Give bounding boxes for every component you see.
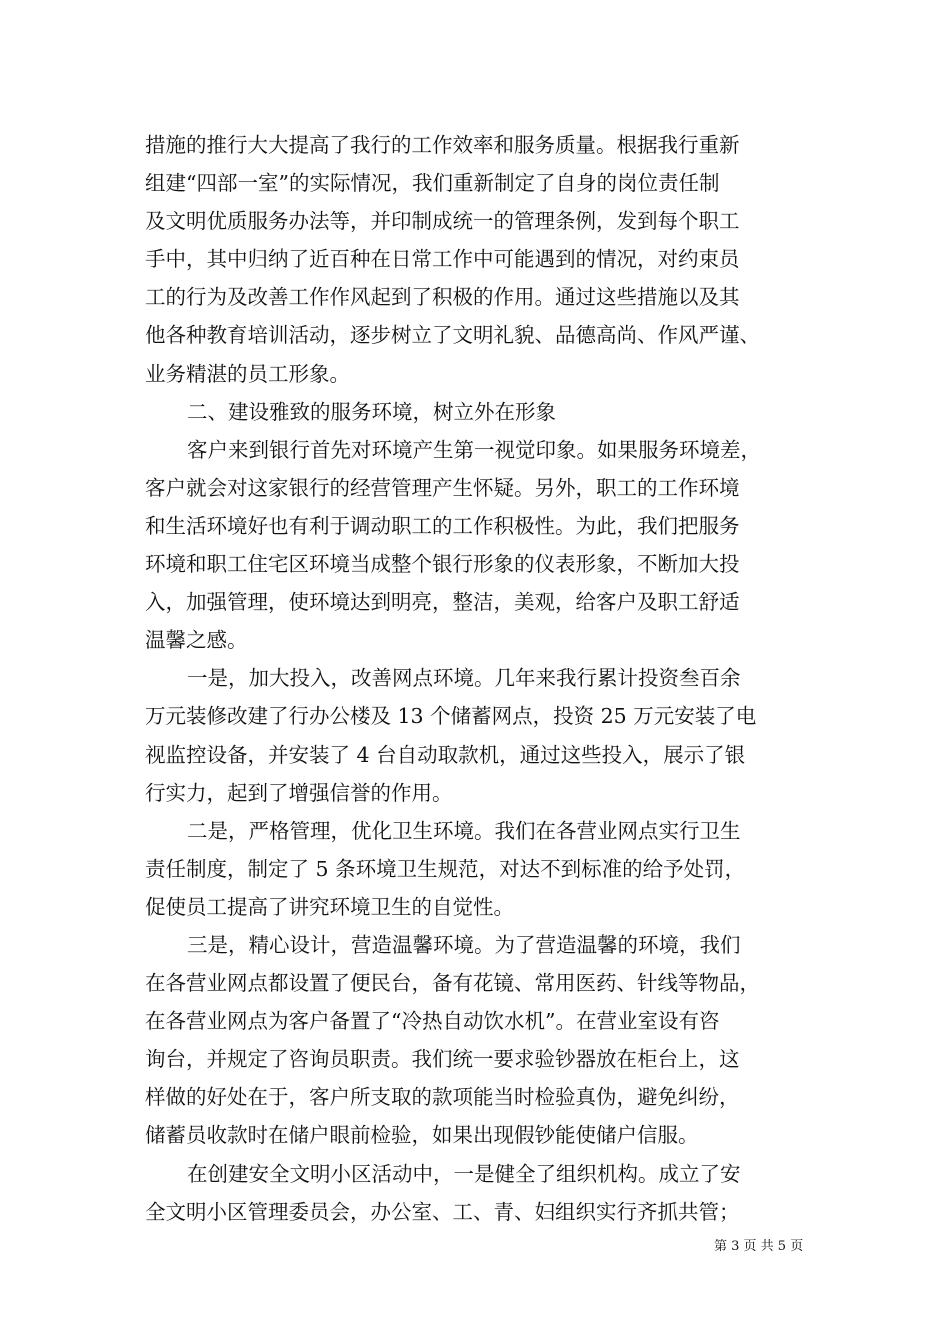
- text-line: 行实力，起到了增强信誉的作用。: [145, 780, 453, 805]
- page-number: 第 3 页 共 5 页: [714, 1239, 804, 1254]
- text-line: 样做的好处在于，客户所支取的款项能当时检验真伪，避免纠纷，: [145, 1085, 740, 1110]
- text-line: 促使员工提高了讲究环境卫生的自觉性。: [145, 894, 514, 919]
- text-line: 责任制度，制定了 5 条环境卫生规范，对达不到标准的给予处罚，: [145, 856, 746, 881]
- text-line: 询台，并规定了咨询员职责。我们统一要求验钞器放在柜台上，这: [145, 1047, 740, 1072]
- text-line: 二是，严格管理，优化卫生环境。我们在各营业网点实行卫生: [187, 818, 741, 843]
- text-line: 在各营业网点为客户备置了“冷热自动饮水机”。在营业室设有咨: [145, 1009, 720, 1034]
- text-line: 储蓄员收款时在储户眼前检验，如果出现假钞能使储户信服。: [145, 1123, 699, 1148]
- text-line: 客户来到银行首先对环境产生第一视觉印象。如果服务环境差，: [187, 437, 761, 462]
- text-line: 组建“四部一室”的实际情况，我们重新制定了自身的岗位责任制: [145, 171, 720, 196]
- document-body: [145, 126, 815, 1231]
- text-line: 客户就会对这家银行的经营管理产生怀疑。另外，职工的工作环境: [145, 475, 740, 500]
- text-line: 业务精湛的员工形象。: [145, 361, 350, 386]
- text-line: 在创建安全文明小区活动中，一是健全了组织机构。成立了安: [187, 1161, 741, 1186]
- text-line: 环境和职工住宅区环境当成整个银行形象的仪表形象，不断加大投: [145, 552, 740, 577]
- text-line: 一是，加大投入，改善网点环境。几年来我行累计投资叁百余: [187, 666, 741, 691]
- text-line: 他各种教育培训活动，逐步树立了文明礼貌、品德高尚、作风严谨、: [145, 323, 760, 348]
- section-heading: 二、建设雅致的服务环境，树立外在形象: [187, 399, 556, 424]
- text-line: 万元装修改建了行办公楼及 13 个储蓄网点，投资 25 万元安装了电: [145, 704, 757, 729]
- text-line: 手中，其中归纳了近百种在日常工作中可能遇到的情况，对约束员: [145, 247, 740, 272]
- text-line: 及文明优质服务办法等，并印制成统一的管理条例，发到每个职工: [145, 209, 740, 234]
- text-line: 在各营业网点都设置了便民台，备有花镜、常用医药、针线等物品，: [145, 971, 760, 996]
- text-line: 措施的推行大大提高了我行的工作效率和服务质量。根据我行重新: [145, 133, 740, 157]
- text-line: 温馨之感。: [145, 628, 248, 653]
- text-line: 全文明小区管理委员会，办公室、工、青、妇组织实行齐抓共管；: [145, 1199, 740, 1224]
- text-line: 和生活环境好也有利于调动职工的工作积极性。为此，我们把服务: [145, 513, 740, 538]
- text-line: 入，加强管理，使环境达到明亮，整洁，美观，给客户及职工舒适: [145, 590, 740, 615]
- text-line: 三是，精心设计，营造温馨环境。为了营造温馨的环境，我们: [187, 932, 741, 957]
- text-line: 工的行为及改善工作作风起到了积极的作用。通过这些措施以及其: [145, 285, 740, 310]
- text-line: 视监控设备，并安装了 4 台自动取款机，通过这些投入，展示了银: [145, 742, 746, 767]
